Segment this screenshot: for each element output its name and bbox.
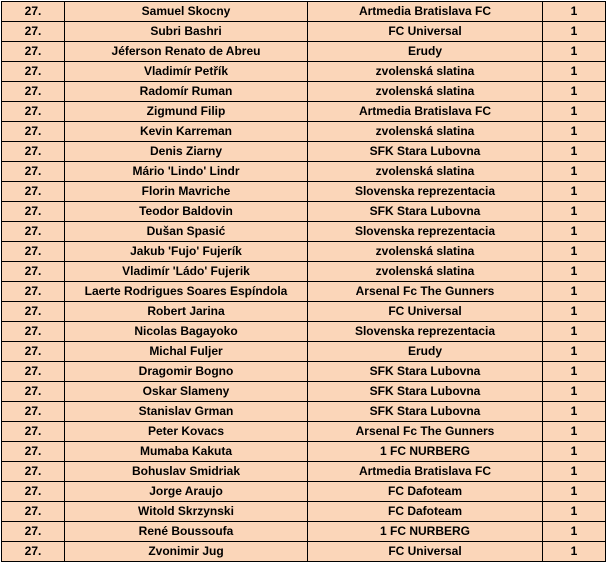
player-name-cell: Mário 'Lindo' Lindr (65, 162, 308, 182)
club-cell: FC Universal (308, 302, 543, 322)
club-cell: zvolenská slatina (308, 82, 543, 102)
club-cell: FC Universal (308, 22, 543, 42)
rank-cell: 27. (2, 142, 65, 162)
club-cell: zvolenská slatina (308, 242, 543, 262)
club-cell: FC Universal (308, 542, 543, 562)
table-row (2, 482, 606, 502)
player-name-cell: Stanislav Grman (65, 402, 308, 422)
rank-cell: 27. (2, 502, 65, 522)
rank-cell: 27. (2, 322, 65, 342)
player-name-cell: Florin Mavriche (65, 182, 308, 202)
rank-cell: 27. (2, 482, 65, 502)
rank-cell: 27. (2, 462, 65, 482)
club-cell: zvolenská slatina (308, 62, 543, 82)
club-cell: Erudy (308, 42, 543, 62)
player-name-cell: Dušan Spasić (65, 222, 308, 242)
rank-cell: 27. (2, 442, 65, 462)
table-row (2, 122, 606, 142)
goals-cell: 1 (543, 482, 606, 502)
table-row (2, 242, 606, 262)
club-cell: SFK Stara Lubovna (308, 142, 543, 162)
player-name-cell: Nicolas Bagayoko (65, 322, 308, 342)
rank-cell: 27. (2, 402, 65, 422)
table-row (2, 522, 606, 542)
goals-cell: 1 (543, 282, 606, 302)
goals-cell: 1 (543, 502, 606, 522)
player-name-cell: Mumaba Kakuta (65, 442, 308, 462)
player-name-cell: Jéferson Renato de Abreu (65, 42, 308, 62)
club-cell: Arsenal Fc The Gunners (308, 282, 543, 302)
table-row (2, 222, 606, 242)
goals-cell: 1 (543, 322, 606, 342)
club-cell: Slovenska reprezentacia (308, 322, 543, 342)
player-name-cell: Vladimír Petřík (65, 62, 308, 82)
rank-cell: 27. (2, 202, 65, 222)
player-name-cell: Zigmund Filip (65, 102, 308, 122)
goals-cell: 1 (543, 62, 606, 82)
goals-cell: 1 (543, 442, 606, 462)
table-row (2, 342, 606, 362)
scorers-table (1, 1, 606, 562)
goals-cell: 1 (543, 362, 606, 382)
table-row (2, 2, 606, 22)
rank-cell: 27. (2, 162, 65, 182)
club-cell: Artmedia Bratislava FC (308, 462, 543, 482)
table-row (2, 302, 606, 322)
goals-cell: 1 (543, 542, 606, 562)
goals-cell: 1 (543, 242, 606, 262)
player-name-cell: Radomír Ruman (65, 82, 308, 102)
scorers-table-body (2, 2, 606, 562)
goals-cell: 1 (543, 302, 606, 322)
rank-cell: 27. (2, 222, 65, 242)
club-cell: FC Dafoteam (308, 482, 543, 502)
table-row (2, 402, 606, 422)
rank-cell: 27. (2, 2, 65, 22)
table-row (2, 22, 606, 42)
goals-cell: 1 (543, 82, 606, 102)
rank-cell: 27. (2, 422, 65, 442)
goals-cell: 1 (543, 262, 606, 282)
club-cell: SFK Stara Lubovna (308, 382, 543, 402)
club-cell: FC Dafoteam (308, 502, 543, 522)
rank-cell: 27. (2, 82, 65, 102)
player-name-cell: Jakub 'Fujo' Fujerík (65, 242, 308, 262)
table-row (2, 42, 606, 62)
player-name-cell: Kevin Karreman (65, 122, 308, 142)
club-cell: zvolenská slatina (308, 262, 543, 282)
club-cell: Artmedia Bratislava FC (308, 102, 543, 122)
club-cell: SFK Stara Lubovna (308, 202, 543, 222)
club-cell: zvolenská slatina (308, 122, 543, 142)
club-cell: Erudy (308, 342, 543, 362)
table-row (2, 142, 606, 162)
rank-cell: 27. (2, 262, 65, 282)
goals-cell: 1 (543, 122, 606, 142)
goals-cell: 1 (543, 422, 606, 442)
club-cell: SFK Stara Lubovna (308, 362, 543, 382)
table-row (2, 322, 606, 342)
player-name-cell: Denis Ziarny (65, 142, 308, 162)
table-row (2, 102, 606, 122)
player-name-cell: Subri Bashri (65, 22, 308, 42)
player-name-cell: Jorge Araujo (65, 482, 308, 502)
rank-cell: 27. (2, 382, 65, 402)
rank-cell: 27. (2, 242, 65, 262)
table-row (2, 362, 606, 382)
player-name-cell: Oskar Slameny (65, 382, 308, 402)
table-row (2, 182, 606, 202)
goals-cell: 1 (543, 222, 606, 242)
club-cell: 1 FC NURBERG (308, 522, 543, 542)
table-row (2, 462, 606, 482)
rank-cell: 27. (2, 122, 65, 142)
goals-cell: 1 (543, 402, 606, 422)
goals-cell: 1 (543, 382, 606, 402)
goals-cell: 1 (543, 42, 606, 62)
goals-cell: 1 (543, 202, 606, 222)
rank-cell: 27. (2, 182, 65, 202)
rank-cell: 27. (2, 42, 65, 62)
goals-cell: 1 (543, 342, 606, 362)
player-name-cell: Zvonimir Jug (65, 542, 308, 562)
goals-cell: 1 (543, 162, 606, 182)
player-name-cell: Bohuslav Smidriak (65, 462, 308, 482)
table-row (2, 382, 606, 402)
player-name-cell: Vladimír 'Ládo' Fujerik (65, 262, 308, 282)
goals-cell: 1 (543, 522, 606, 542)
club-cell: Arsenal Fc The Gunners (308, 422, 543, 442)
club-cell: Slovenska reprezentacia (308, 222, 543, 242)
table-row (2, 162, 606, 182)
goals-cell: 1 (543, 2, 606, 22)
club-cell: Slovenska reprezentacia (308, 182, 543, 202)
goals-cell: 1 (543, 142, 606, 162)
rank-cell: 27. (2, 542, 65, 562)
player-name-cell: Dragomir Bogno (65, 362, 308, 382)
player-name-cell: Teodor Baldovin (65, 202, 308, 222)
rank-cell: 27. (2, 342, 65, 362)
player-name-cell: Laerte Rodrigues Soares Espíndola (65, 282, 308, 302)
rank-cell: 27. (2, 62, 65, 82)
rank-cell: 27. (2, 522, 65, 542)
table-row (2, 282, 606, 302)
goals-cell: 1 (543, 22, 606, 42)
goals-cell: 1 (543, 182, 606, 202)
club-cell: SFK Stara Lubovna (308, 402, 543, 422)
club-cell: zvolenská slatina (308, 162, 543, 182)
club-cell: Artmedia Bratislava FC (308, 2, 543, 22)
player-name-cell: Samuel Skocny (65, 2, 308, 22)
rank-cell: 27. (2, 282, 65, 302)
table-row (2, 422, 606, 442)
table-row (2, 262, 606, 282)
rank-cell: 27. (2, 22, 65, 42)
table-row (2, 442, 606, 462)
rank-cell: 27. (2, 302, 65, 322)
goals-cell: 1 (543, 462, 606, 482)
table-row (2, 542, 606, 562)
player-name-cell: Witold Skrzynski (65, 502, 308, 522)
player-name-cell: Peter Kovacs (65, 422, 308, 442)
table-row (2, 202, 606, 222)
table-row (2, 82, 606, 102)
table-row (2, 502, 606, 522)
player-name-cell: René Boussoufa (65, 522, 308, 542)
player-name-cell: Robert Jarina (65, 302, 308, 322)
rank-cell: 27. (2, 362, 65, 382)
club-cell: 1 FC NURBERG (308, 442, 543, 462)
rank-cell: 27. (2, 102, 65, 122)
goals-cell: 1 (543, 102, 606, 122)
player-name-cell: Michal Fuljer (65, 342, 308, 362)
table-row (2, 62, 606, 82)
